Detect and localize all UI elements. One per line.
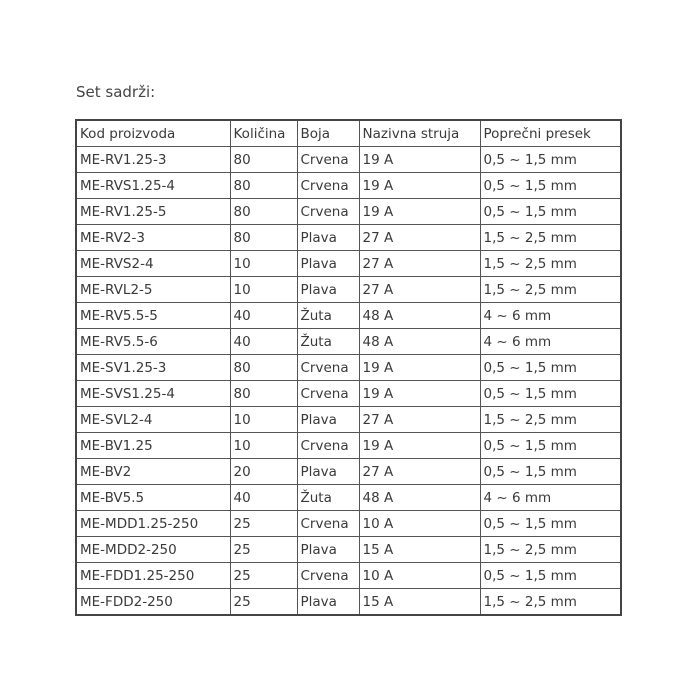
cross-section-cell: 0,5 ~ 1,5 mm [480, 381, 621, 407]
quantity-cell: 10 [230, 277, 297, 303]
color-cell: Plava [297, 225, 359, 251]
quantity-cell: 20 [230, 459, 297, 485]
quantity-cell: 80 [230, 199, 297, 225]
color-cell: Crvena [297, 433, 359, 459]
product-code-cell: ME-SVL2-4 [76, 407, 230, 433]
product-code-cell: ME-RV5.5-5 [76, 303, 230, 329]
color-cell: Crvena [297, 173, 359, 199]
color-cell: Crvena [297, 511, 359, 537]
color-cell: Plava [297, 251, 359, 277]
table-row [76, 459, 621, 485]
quantity-cell: 40 [230, 303, 297, 329]
product-code-cell: ME-BV2 [76, 459, 230, 485]
product-code-cell: ME-RVS1.25-4 [76, 173, 230, 199]
rated-current-cell: 48 A [359, 485, 480, 511]
cross-section-cell: 4 ~ 6 mm [480, 485, 621, 511]
cross-section-cell: 1,5 ~ 2,5 mm [480, 277, 621, 303]
cross-section-cell: 1,5 ~ 2,5 mm [480, 589, 621, 616]
table-row [76, 251, 621, 277]
rated-current-cell: 48 A [359, 329, 480, 355]
rated-current-cell: 27 A [359, 251, 480, 277]
column-header-product-code: Kod proizvoda [76, 120, 230, 147]
table-header [76, 120, 621, 147]
quantity-cell: 25 [230, 589, 297, 616]
quantity-cell: 10 [230, 407, 297, 433]
quantity-cell: 80 [230, 147, 297, 173]
quantity-cell: 80 [230, 173, 297, 199]
product-code-cell: ME-RV1.25-3 [76, 147, 230, 173]
table-row [76, 173, 621, 199]
table-row [76, 485, 621, 511]
color-cell: Plava [297, 459, 359, 485]
color-cell: Žuta [297, 303, 359, 329]
quantity-cell: 25 [230, 511, 297, 537]
rated-current-cell: 10 A [359, 511, 480, 537]
set-contents-heading: Set sadrži: [76, 83, 156, 101]
quantity-cell: 80 [230, 355, 297, 381]
quantity-cell: 80 [230, 225, 297, 251]
product-code-cell: ME-SV1.25-3 [76, 355, 230, 381]
rated-current-cell: 19 A [359, 199, 480, 225]
rated-current-cell: 10 A [359, 563, 480, 589]
quantity-cell: 25 [230, 563, 297, 589]
cross-section-cell: 1,5 ~ 2,5 mm [480, 537, 621, 563]
rated-current-cell: 19 A [359, 173, 480, 199]
color-cell: Crvena [297, 147, 359, 173]
table-row [76, 407, 621, 433]
cross-section-cell: 0,5 ~ 1,5 mm [480, 147, 621, 173]
table-body [76, 147, 621, 616]
table-row [76, 563, 621, 589]
product-code-cell: ME-RVS2-4 [76, 251, 230, 277]
product-code-cell: ME-RV2-3 [76, 225, 230, 251]
column-header-quantity: Količina [230, 120, 297, 147]
color-cell: Žuta [297, 485, 359, 511]
kit-contents-table [75, 119, 622, 616]
rated-current-cell: 27 A [359, 459, 480, 485]
cross-section-cell: 0,5 ~ 1,5 mm [480, 563, 621, 589]
table-row [76, 511, 621, 537]
color-cell: Žuta [297, 329, 359, 355]
rated-current-cell: 19 A [359, 381, 480, 407]
quantity-cell: 25 [230, 537, 297, 563]
column-header-cross-section: Poprečni presek [480, 120, 621, 147]
rated-current-cell: 27 A [359, 225, 480, 251]
table-row [76, 589, 621, 616]
product-code-cell: ME-RVL2-5 [76, 277, 230, 303]
product-code-cell: ME-RV5.5-6 [76, 329, 230, 355]
cross-section-cell: 0,5 ~ 1,5 mm [480, 173, 621, 199]
quantity-cell: 10 [230, 433, 297, 459]
table-row [76, 381, 621, 407]
color-cell: Plava [297, 277, 359, 303]
cross-section-cell: 0,5 ~ 1,5 mm [480, 199, 621, 225]
table-row [76, 355, 621, 381]
product-code-cell: ME-MDD2-250 [76, 537, 230, 563]
rated-current-cell: 27 A [359, 277, 480, 303]
rated-current-cell: 15 A [359, 589, 480, 616]
cross-section-cell: 4 ~ 6 mm [480, 303, 621, 329]
color-cell: Plava [297, 407, 359, 433]
quantity-cell: 40 [230, 485, 297, 511]
cross-section-cell: 0,5 ~ 1,5 mm [480, 355, 621, 381]
cross-section-cell: 0,5 ~ 1,5 mm [480, 511, 621, 537]
cross-section-cell: 1,5 ~ 2,5 mm [480, 251, 621, 277]
product-code-cell: ME-MDD1.25-250 [76, 511, 230, 537]
table-row [76, 537, 621, 563]
color-cell: Crvena [297, 355, 359, 381]
cross-section-cell: 0,5 ~ 1,5 mm [480, 459, 621, 485]
color-cell: Plava [297, 537, 359, 563]
quantity-cell: 80 [230, 381, 297, 407]
rated-current-cell: 15 A [359, 537, 480, 563]
cross-section-cell: 1,5 ~ 2,5 mm [480, 225, 621, 251]
rated-current-cell: 19 A [359, 147, 480, 173]
cross-section-cell: 4 ~ 6 mm [480, 329, 621, 355]
table-row [76, 147, 621, 173]
cross-section-cell: 0,5 ~ 1,5 mm [480, 433, 621, 459]
column-header-rated-current: Nazivna struja [359, 120, 480, 147]
rated-current-cell: 27 A [359, 407, 480, 433]
product-code-cell: ME-FDD2-250 [76, 589, 230, 616]
table-row [76, 329, 621, 355]
product-code-cell: ME-RV1.25-5 [76, 199, 230, 225]
column-header-color: Boja [297, 120, 359, 147]
color-cell: Crvena [297, 563, 359, 589]
table-row [76, 225, 621, 251]
rated-current-cell: 48 A [359, 303, 480, 329]
table-row [76, 199, 621, 225]
color-cell: Crvena [297, 199, 359, 225]
table-row [76, 277, 621, 303]
quantity-cell: 40 [230, 329, 297, 355]
cross-section-cell: 1,5 ~ 2,5 mm [480, 407, 621, 433]
quantity-cell: 10 [230, 251, 297, 277]
table-row [76, 303, 621, 329]
header-row [76, 120, 621, 147]
product-code-cell: ME-SVS1.25-4 [76, 381, 230, 407]
table-row [76, 433, 621, 459]
color-cell: Crvena [297, 381, 359, 407]
rated-current-cell: 19 A [359, 355, 480, 381]
product-code-cell: ME-BV5.5 [76, 485, 230, 511]
product-code-cell: ME-BV1.25 [76, 433, 230, 459]
product-code-cell: ME-FDD1.25-250 [76, 563, 230, 589]
color-cell: Plava [297, 589, 359, 616]
rated-current-cell: 19 A [359, 433, 480, 459]
